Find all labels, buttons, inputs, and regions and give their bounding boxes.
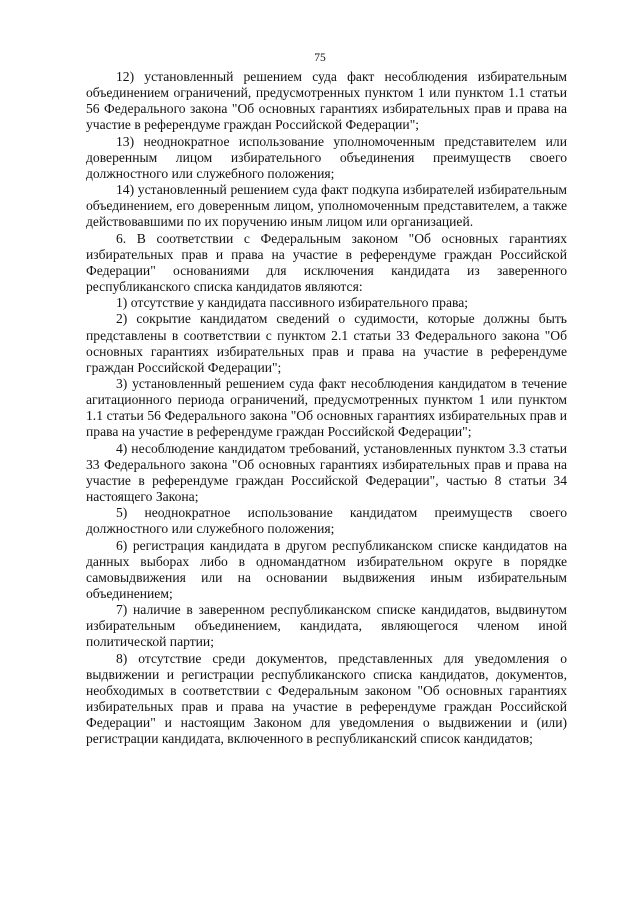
paragraph-ground-2: 2) сокрытие кандидатом сведений о судимости, которые должны быть представлены в соответствии с пунктом 2.1 статьи 33 Федерального закона "Об основных гарантиях избирательных прав и права на участие в референдуме граждан Российской Федерации"; [86,311,567,375]
page-number: 75 [314,52,326,64]
paragraph-item-13: 13) неоднократное использование уполномоченным представителем или доверенным лицом избирательного объединения преимуществ своего должностного или служебного положения; [86,133,567,181]
paragraph-item-12: 12) установленный решением суда факт несоблюдения избирательным объединением ограничений, предусмотренных пунктом 1 или пунктом 1.1 статьи 56 Федерального закона "Об основных гарантиях избирательных прав и права на участие в референдуме граждан Российской Федерации"; [86,69,567,133]
paragraph-ground-7: 7) наличие в заверенном республиканском списке кандидатов, выдвинутом избирательным объединением, кандидата, являющегося членом иной политической партии; [86,602,567,650]
law-text-body [86,69,567,748]
paragraph-ground-5: 5) неоднократное использование кандидатом преимуществ своего должностного или служебного положения; [86,505,567,537]
paragraph-ground-4: 4) несоблюдение кандидатом требований, установленных пунктом 3.3 статьи 33 Федерального закона "Об основных гарантиях избирательных прав и права на участие в референдуме граждан Российской Федерации", частью 8 статьи 34 настоящего Закона; [86,440,567,505]
paragraph-ground-1: 1) отсутствие у кандидата пассивного избирательного права; [116,295,469,311]
paragraph-ground-3: 3) установленный решением суда факт несоблюдения кандидатом в течение агитационного периода ограничений, предусмотренных пунктом 1 или пунктом 1.1 статьи 56 Федерального закона "Об основных гарантиях избирательных прав и права на участие в референдуме граждан Российской Федерации"; [86,375,567,440]
paragraph-ground-8: 8) отсутствие среди документов, представленных для уведомления о выдвижении и регистрации республиканского списка кандидатов, документов, необходимых в соответствии с Федеральным законом "Об основных гарантиях избирательных прав и права на участие в референдуме граждан Российской Федерации" и настоящим Законом для уведомления о выдвижении и (или) регистрации кандидата, включенного в республиканский список кандидатов; [86,650,567,747]
paragraph-part-6-intro: 6. В соответствии с Федеральным законом "Об основных гарантиях избирательных прав и права на участие в референдуме граждан Российской Федерации" основаниями для исключения кандидата из заверенного республиканского списка кандидатов являются: [86,230,567,295]
paragraph-item-14: 14) установленный решением суда факт подкупа избирателей избирательным объединением, его доверенным лицом, уполномоченным представителем, а также действовавшими по их поручению иным лицом или организацией. [86,182,567,230]
paragraph-ground-6: 6) регистрация кандидата в другом республиканском списке кандидатов на данных выборах либо в одномандатном избирательном округе в порядке самовыдвижения или на основании выдвижения иным избирательным объединением; [86,537,567,601]
